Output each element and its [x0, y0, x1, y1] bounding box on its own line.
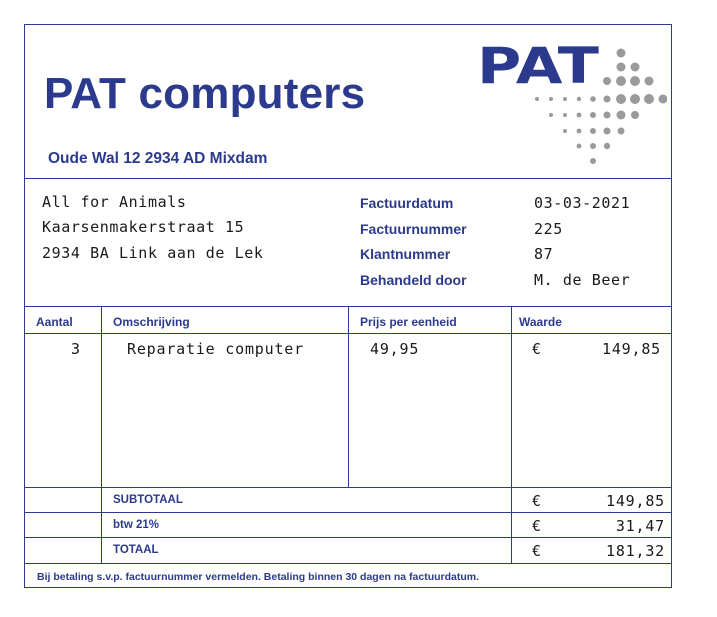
header-value: Waarde [519, 315, 562, 329]
subtotal-amount: 149,85 [606, 492, 665, 510]
customer-street: Kaarsenmakerstraat 15 [42, 218, 245, 236]
total-amount: 181,32 [606, 542, 665, 560]
header-unit-price: Prijs per eenheid [360, 315, 457, 329]
summary-border [25, 512, 671, 513]
invoice-number: 225 [534, 220, 563, 238]
divider [25, 178, 671, 179]
summary-border [25, 487, 671, 488]
total-label: TOTAAL [113, 544, 159, 556]
subtotal-label: SUBTOTAAL [113, 494, 183, 506]
column-divider [511, 306, 512, 563]
customer-number: 87 [534, 245, 554, 263]
pat-logo [477, 37, 667, 167]
row-quantity: 3 [71, 340, 81, 358]
summary-border [25, 563, 671, 564]
customer-number-label: Klantnummer [360, 246, 451, 262]
company-address: Oude Wal 12 2934 AD Mixdam [48, 150, 268, 167]
header-quantity: Aantal [36, 315, 73, 329]
invoice-date-label: Factuurdatum [360, 195, 454, 211]
payment-note: Bij betaling s.v.p. factuurnummer vermelden. Betaling binnen 30 dagen na factuurdatum. [37, 571, 480, 583]
vat-label: btw 21% [113, 519, 160, 531]
total-currency: € [532, 542, 542, 560]
column-divider [101, 306, 102, 487]
invoice [24, 24, 672, 588]
company-name: PAT computers [44, 69, 366, 118]
header-description: Omschrijving [113, 315, 190, 329]
invoice-date: 03-03-2021 [534, 194, 631, 212]
logo-text: PAT [477, 37, 599, 95]
handled-by-label: Behandeld door [360, 272, 467, 288]
row-description: Reparatie computer [127, 340, 304, 358]
row-value: 149,85 [602, 340, 661, 358]
subtotal-currency: € [532, 492, 542, 510]
summary-border [25, 537, 671, 538]
row-unit-price: 49,95 [370, 340, 420, 358]
customer-name: All for Animals [42, 193, 187, 211]
column-divider [101, 487, 102, 563]
vat-currency: € [532, 517, 542, 535]
handled-by: M. de Beer [534, 271, 631, 289]
column-divider [348, 306, 349, 487]
invoice-number-label: Factuurnummer [360, 221, 467, 237]
row-currency: € [532, 340, 542, 358]
vat-amount: 31,47 [615, 517, 665, 535]
customer-city: 2934 BA Link aan de Lek [42, 244, 264, 262]
